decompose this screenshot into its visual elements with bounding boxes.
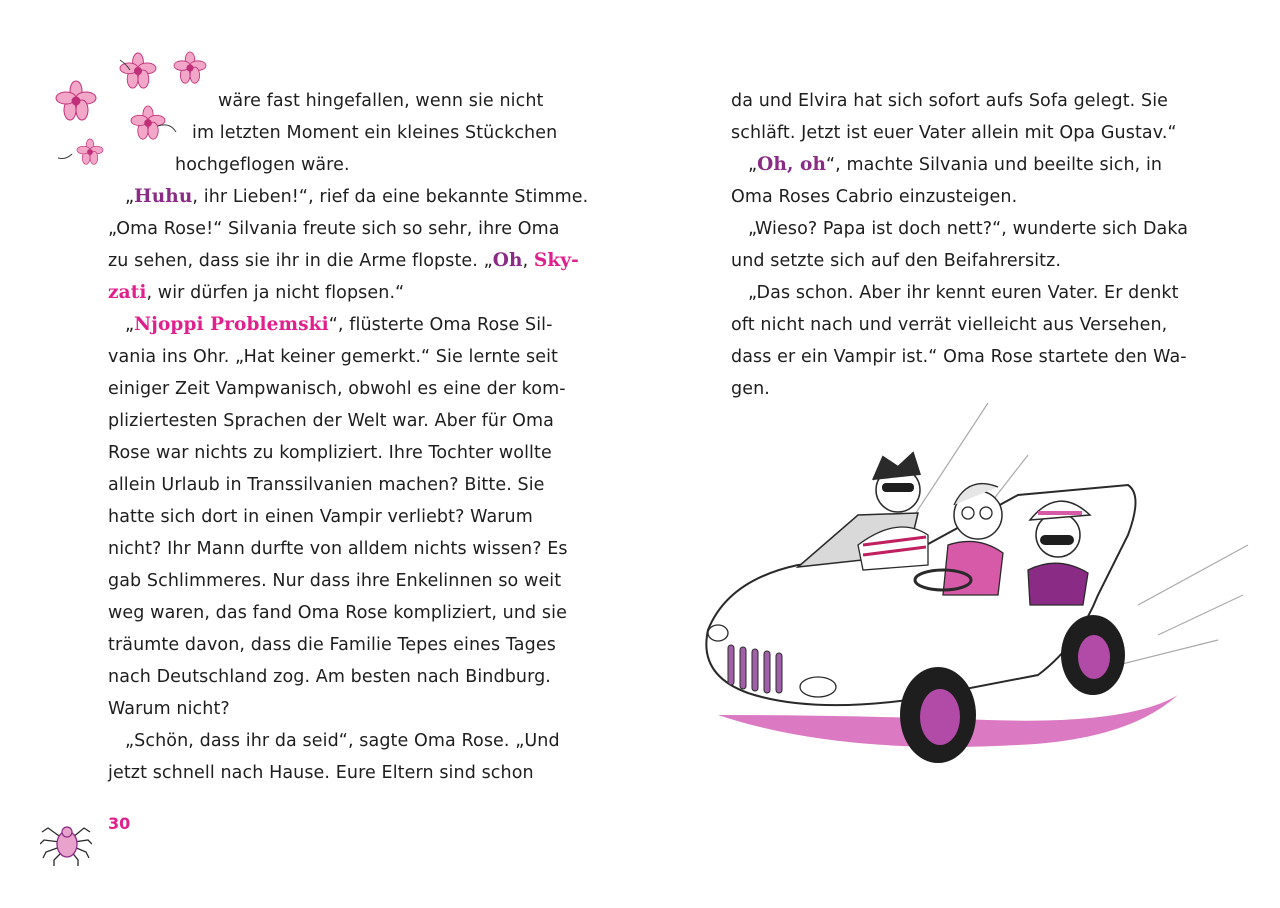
text-line: [175, 149, 350, 181]
vampwanisch-word: zati: [108, 282, 147, 303]
text-segment: „Das schon. Aber ihr kennt euren Vater. Er denkt: [748, 283, 1179, 303]
text-line: [108, 501, 533, 533]
vampwanisch-word: Njoppi Problemski: [134, 314, 329, 335]
text-segment: „: [748, 155, 758, 175]
text-line: [731, 181, 1017, 213]
vampwanisch-word: Oh, oh: [757, 154, 827, 175]
text-segment: „Oma Rose!“ Silvania freute sich so sehr, ihre Oma: [108, 219, 560, 239]
text-line: [731, 117, 1177, 149]
text-segment: zu sehen, dass sie ihr in die Arme flopste. „: [108, 251, 493, 271]
text-segment: weg waren, das fand Oma Rose kompliziert, und sie: [108, 603, 567, 623]
text-segment: dass er ein Vampir ist.“ Oma Rose startete den Wa-: [731, 347, 1187, 367]
vampwanisch-word: Huhu: [134, 186, 193, 207]
text-line: [125, 309, 553, 341]
text-segment: “, machte Silvania und beeilte sich, in: [826, 155, 1163, 175]
text-line: [731, 245, 1061, 277]
text-line: [108, 629, 556, 661]
text-segment: da und Elvira hat sich sofort aufs Sofa gelegt. Sie: [731, 91, 1169, 111]
text-segment: schläft. Jetzt ist euer Vater allein mit Opa Gustav.“: [731, 123, 1177, 143]
text-segment: ,: [522, 251, 534, 271]
text-line: [108, 437, 552, 469]
text-segment: gab Schlimmeres. Nur dass ihre Enkelinnen so weit: [108, 571, 562, 591]
text-line: [731, 85, 1168, 117]
text-segment: vania ins Ohr. „Hat keiner gemerkt.“ Sie lernte seit: [108, 347, 559, 367]
text-segment: wäre fast hingefallen, wenn sie nicht: [218, 91, 544, 111]
text-line: [731, 309, 1167, 341]
text-line: [192, 117, 557, 149]
text-line: [108, 341, 558, 373]
text-line: [108, 469, 545, 501]
text-segment: nicht? Ihr Mann durfte von alldem nichts wissen? Es: [108, 539, 568, 559]
text-segment: , wir dürfen ja nicht flopsen.“: [146, 283, 405, 303]
text-segment: oft nicht nach und verrät vielleicht aus Versehen,: [731, 315, 1168, 335]
text-line: [748, 213, 1188, 245]
text-segment: „Schön, dass ihr da seid“, sagte Oma Rose. „Und: [125, 731, 560, 751]
text-line: [108, 213, 560, 245]
text-line: [108, 245, 579, 277]
car-illustration: [658, 395, 1258, 790]
text-segment: gen.: [731, 379, 770, 399]
text-line: [125, 725, 560, 757]
text-segment: und setzte sich auf den Beifahrersitz.: [731, 251, 1062, 271]
text-line: [108, 565, 561, 597]
text-segment: allein Urlaub in Transsilvanien machen? Bitte. Sie: [108, 475, 545, 495]
spider-icon: [40, 820, 92, 868]
text-line: [108, 597, 567, 629]
text-segment: pliziertesten Sprachen der Welt war. Aber für Oma: [108, 411, 554, 431]
text-line: [731, 341, 1187, 373]
page-number: 30: [108, 814, 131, 833]
text-segment: im letzten Moment ein kleines Stückchen: [192, 123, 558, 143]
text-line: [108, 757, 534, 789]
text-line: [108, 533, 568, 565]
text-segment: hatte sich dort in einen Vampir verliebt? Warum: [108, 507, 533, 527]
text-segment: “, flüsterte Oma Rose Sil-: [328, 315, 553, 335]
text-segment: nach Deutschland zog. Am besten nach Bindburg.: [108, 667, 551, 687]
text-line: [125, 181, 588, 213]
text-line: [108, 277, 404, 309]
text-segment: Rose war nichts zu kompliziert. Ihre Tochter wollte: [108, 443, 552, 463]
text-segment: , ihr Lieben!“, rief da eine bekannte Stimme.: [192, 187, 589, 207]
text-segment: jetzt schnell nach Hause. Eure Eltern sind schon: [108, 763, 534, 783]
text-segment: Oma Roses Cabrio einzusteigen.: [731, 187, 1018, 207]
text-segment: „: [125, 187, 135, 207]
vampwanisch-word: Sky-: [533, 250, 579, 271]
text-segment: Warum nicht?: [108, 699, 230, 719]
text-segment: einiger Zeit Vampwanisch, obwohl es eine der kom-: [108, 379, 566, 399]
text-segment: „Wieso? Papa ist doch nett?“, wunderte sich Daka: [748, 219, 1189, 239]
text-segment: „: [125, 315, 135, 335]
text-line: [748, 277, 1179, 309]
text-segment: träumte davon, dass die Familie Tepes eines Tages: [108, 635, 556, 655]
vampwanisch-word: Oh: [492, 250, 523, 271]
text-line: [108, 373, 566, 405]
text-line: [108, 661, 551, 693]
text-segment: hochgeflogen wäre.: [175, 155, 350, 175]
text-line: [748, 149, 1162, 181]
text-line: [108, 693, 230, 725]
text-line: [108, 405, 554, 437]
text-line: [218, 85, 543, 117]
